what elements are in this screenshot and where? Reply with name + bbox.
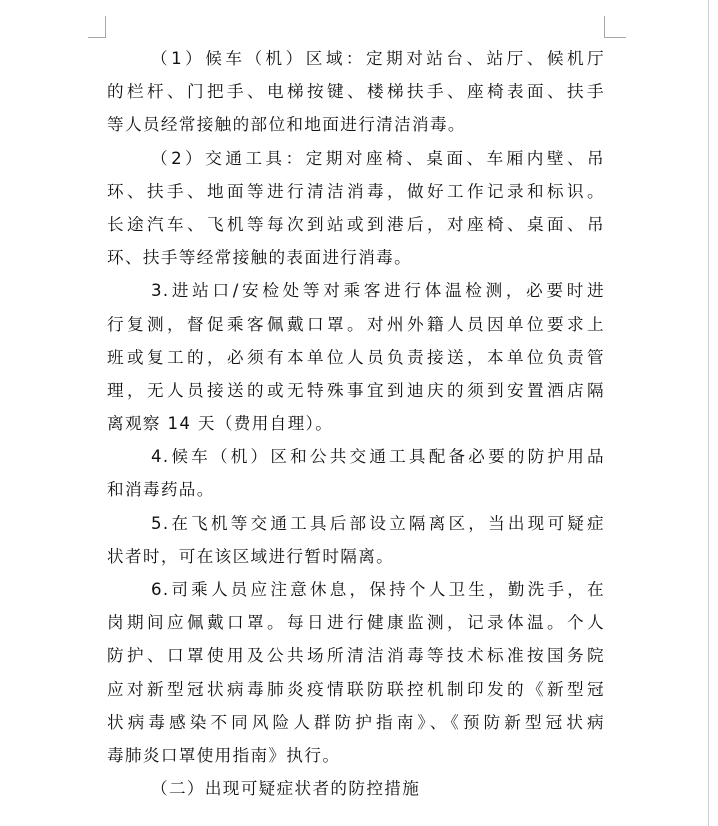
- crop-mark-top-left: [105, 16, 106, 38]
- text-line: 环、扶手、地面等进行清洁消毒，做好工作记录和标识。: [107, 181, 605, 201]
- text-line: 防护、口罩使用及公共场所清洁消毒等技术标准按国务院: [107, 646, 605, 666]
- text-line: 离观察 14 天（费用自理）。: [107, 414, 334, 434]
- text-line: 等人员经常接触的部位和地面进行清洁消毒。: [107, 115, 466, 135]
- text-line: 应对新型冠状病毒肺炎疫情联防联控机制印发的《新型冠: [107, 679, 605, 699]
- text-line: 6.司乘人员应注意休息，保持个人卫生，勤洗手，在: [151, 580, 605, 599]
- text-line: 4.候车（机）区和公共交通工具配备必要的防护用品: [151, 447, 605, 467]
- text-line: 状者时，可在该区域进行暂时隔离。: [107, 546, 395, 566]
- text-line: 状病毒感染不同风险人群防护指南》、《预防新型冠状病: [107, 712, 605, 732]
- crop-mark-top-left-horizontal: [88, 37, 106, 38]
- text-line: 和消毒药品。: [107, 480, 215, 500]
- crop-mark-top-right: [604, 16, 605, 38]
- text-line: 理，无人员接送的或无特殊事宜到迪庆的须到安置酒店隔: [107, 380, 605, 400]
- crop-mark-top-right-horizontal: [604, 37, 626, 38]
- page-edge-line: [708, 0, 709, 826]
- text-line: 环、扶手等经常接触的表面进行消毒。: [107, 248, 413, 268]
- text-line: 班或复工的，必须有本单位人员负责接送，本单位负责管: [107, 347, 605, 367]
- text-line: 行复测，督促乘客佩戴口罩。对州外籍人员因单位要求上: [107, 314, 605, 334]
- text-line: 3.进站口/安检处等对乘客进行体温检测，必要时进: [151, 281, 605, 301]
- text-line: （1）候车（机）区域：定期对站台、站厅、候机厅: [151, 49, 605, 68]
- text-line: （2）交通工具：定期对座椅、桌面、车厢内壁、吊: [151, 148, 605, 168]
- text-line: 长途汽车、飞机等每次到站或到港后，对座椅、桌面、吊: [107, 214, 605, 234]
- document-body: [107, 42, 605, 805]
- text-line: 的栏杆、门把手、电梯按键、楼梯扶手、座椅表面、扶手: [107, 82, 605, 102]
- section-heading: （二）出现可疑症状者的防控措施: [151, 779, 421, 799]
- text-line: 岗期间应佩戴口罩。每日进行健康监测，记录体温。个人: [107, 613, 605, 633]
- text-line: 毒肺炎口罩使用指南》执行。: [107, 745, 341, 765]
- text-line: 5.在飞机等交通工具后部设立隔离区，当出现可疑症: [151, 513, 605, 533]
